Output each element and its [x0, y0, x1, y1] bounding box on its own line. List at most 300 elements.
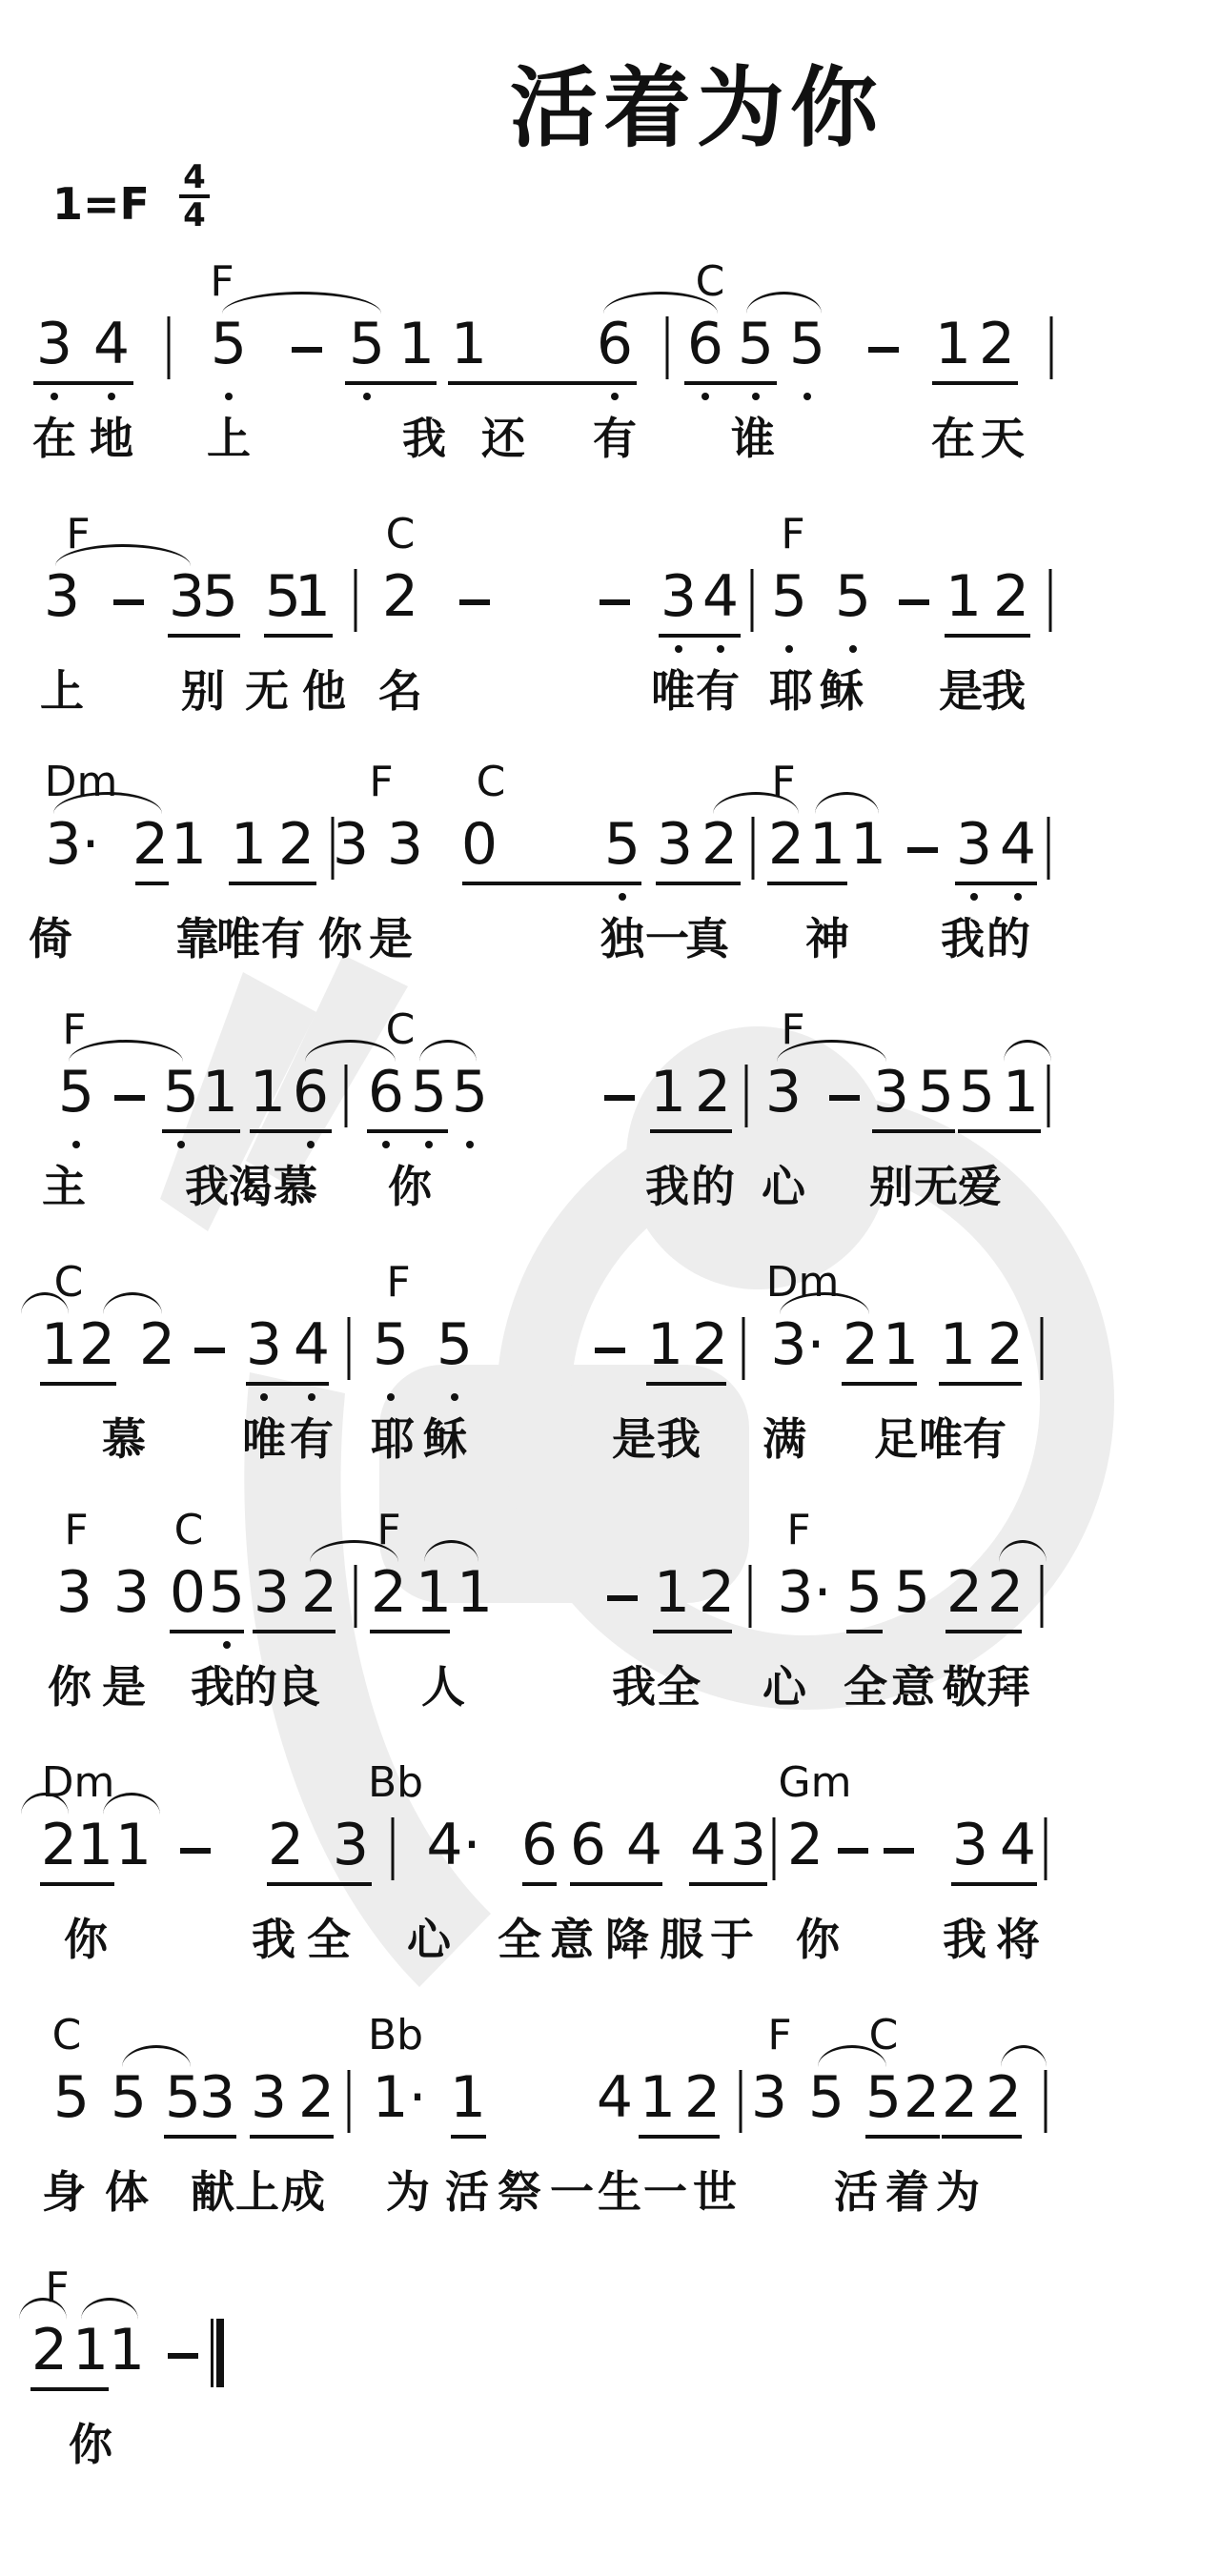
lyric-syllable: 着	[885, 2166, 929, 2218]
beam-underline	[958, 1129, 1041, 1133]
note: 2	[138, 1311, 176, 1378]
note: 2	[985, 2064, 1023, 2131]
note: 2	[297, 2064, 336, 2131]
note: 6	[292, 1059, 330, 1126]
duration-dash	[604, 1095, 635, 1101]
chord-label: C	[385, 510, 416, 558]
lyric-syllable: 爱	[958, 1161, 1002, 1212]
final-barline	[211, 2319, 224, 2387]
note: 1	[450, 311, 488, 377]
note: 5	[164, 2064, 202, 2131]
note: 6	[569, 1812, 607, 1878]
note: 3	[332, 1812, 370, 1878]
octave-dot	[970, 893, 978, 901]
beam-underline	[135, 882, 169, 885]
chord-label: Dm	[41, 1758, 115, 1807]
barline	[1050, 316, 1053, 379]
octave-dot	[225, 393, 233, 400]
beam-underline	[684, 381, 777, 385]
duration-dash	[868, 347, 899, 353]
lyric-syllable: 是	[939, 665, 983, 717]
lyric-syllable: 一	[645, 913, 689, 964]
note: 1	[415, 1559, 453, 1626]
lyric-syllable: 我	[402, 413, 446, 464]
beam-underline	[650, 1129, 732, 1133]
score-line	[0, 2011, 1220, 2263]
note: 3	[386, 811, 424, 878]
lyric-syllable: 有	[290, 1413, 334, 1465]
lyric-syllable: 是	[369, 913, 413, 964]
chord-label: F	[386, 1258, 411, 1307]
duration-dash	[829, 1095, 860, 1101]
duration-dash	[884, 1848, 914, 1854]
beam-underline	[767, 882, 847, 885]
note: 2	[992, 563, 1030, 630]
beam-underline	[264, 634, 333, 638]
lyric-syllable: 唯	[216, 913, 260, 964]
note: 5	[52, 2064, 91, 2131]
note: 2	[300, 1559, 338, 1626]
octave-dot	[752, 393, 760, 400]
lyric-syllable: 足	[874, 1413, 918, 1465]
note: 1	[76, 1812, 114, 1878]
octave-dot	[223, 1641, 231, 1649]
note: 5	[834, 563, 872, 630]
lyric-syllable: 心	[762, 1161, 805, 1212]
chord-label: Bb	[367, 1758, 424, 1807]
lyric-syllable: 人	[421, 1661, 465, 1713]
barline	[1041, 1317, 1044, 1380]
lyric-syllable: 活	[445, 2166, 489, 2218]
lyric-syllable: 为	[936, 2166, 980, 2218]
duration-dash	[907, 847, 938, 853]
note: 2	[132, 811, 170, 878]
barline	[355, 1565, 357, 1628]
beam-underline	[164, 2135, 236, 2139]
note: 2	[683, 2064, 722, 2131]
note: 1	[653, 1559, 691, 1626]
note: 3	[250, 2064, 288, 2131]
lyric-syllable: 我	[982, 665, 1026, 717]
beam-underline	[939, 1382, 1022, 1386]
note: 3	[198, 2064, 236, 2131]
note: 3	[656, 811, 694, 878]
note: 4·	[426, 1812, 481, 1878]
lyric-syllable: 我	[612, 1661, 656, 1713]
duration-dash	[838, 1848, 868, 1854]
beam-underline	[942, 2135, 1022, 2139]
note: 6	[596, 311, 634, 377]
chord-label: F	[376, 1506, 401, 1554]
lyric-syllable: 你	[796, 1914, 840, 1965]
beam-underline	[448, 381, 637, 385]
lyric-syllable: 世	[693, 2166, 737, 2218]
octave-dot	[619, 893, 626, 901]
chord-label: Bb	[367, 2011, 424, 2059]
octave-dot	[611, 393, 619, 400]
note: 1	[939, 1311, 977, 1378]
beam-underline	[955, 882, 1037, 885]
note: 1	[170, 811, 208, 878]
beam-underline	[522, 1882, 557, 1886]
beam-underline	[570, 1882, 662, 1886]
note: 1	[201, 1059, 239, 1126]
note: 1	[397, 311, 436, 377]
lyric-syllable: 我	[191, 1661, 234, 1713]
lyric-syllable: 的	[986, 913, 1030, 964]
duration-dash	[180, 1848, 211, 1854]
duration-dash	[114, 1095, 145, 1101]
note: 5	[807, 2064, 845, 2131]
octave-dot	[363, 393, 371, 400]
barline	[1045, 2070, 1047, 2133]
octave-dot	[675, 645, 682, 653]
octave-dot	[466, 1141, 474, 1148]
note: 5	[110, 2064, 148, 2131]
octave-dot	[702, 393, 709, 400]
meter-numerator: 4	[179, 162, 210, 198]
note: 4	[92, 311, 131, 377]
note: 3	[951, 1812, 989, 1878]
duration-dash	[194, 1348, 225, 1353]
beam-underline	[865, 2135, 940, 2139]
chord-label: F	[767, 2011, 792, 2059]
lyric-syllable: 活	[834, 2166, 878, 2218]
octave-dot	[849, 645, 857, 653]
note: 1	[639, 2064, 677, 2131]
beam-underline	[946, 1630, 1022, 1633]
octave-dot	[307, 1141, 315, 1148]
lyric-syllable: 良	[276, 1661, 320, 1713]
note: 1	[294, 563, 332, 630]
beam-underline	[170, 1630, 244, 1633]
barline	[751, 569, 754, 632]
lyric-syllable: 身	[42, 2166, 86, 2218]
duration-dash	[113, 599, 144, 605]
lyric-syllable: 上	[235, 2166, 279, 2218]
lyric-syllable: 无	[245, 665, 289, 717]
chord-label: F	[771, 758, 796, 806]
note: 3	[168, 563, 206, 630]
note: 2	[381, 563, 419, 630]
note: 2	[786, 1812, 824, 1878]
note: 3	[332, 811, 370, 878]
barline	[1049, 569, 1052, 632]
chord-label: F	[64, 1506, 89, 1554]
lyric-syllable: 我	[941, 913, 985, 964]
chord-label: F	[66, 510, 91, 558]
note: 1	[945, 563, 983, 630]
lyric-syllable: 别	[869, 1161, 913, 1212]
note: 3	[955, 811, 993, 878]
note: 2	[267, 1812, 305, 1878]
octave-dot	[1014, 893, 1022, 901]
score-line	[0, 257, 1220, 510]
chord-label: C	[476, 758, 506, 806]
note: 5	[864, 2064, 903, 2131]
lyric-syllable: 降	[605, 1914, 649, 1965]
chord-label: F	[369, 758, 394, 806]
octave-dot	[177, 1141, 185, 1148]
note: 4	[999, 811, 1037, 878]
chord-label: C	[51, 2011, 82, 2059]
octave-dot	[425, 1141, 433, 1148]
lyric-syllable: 全	[498, 1914, 541, 1965]
lyric-syllable: 唯	[242, 1413, 286, 1465]
beam-underline	[842, 1382, 917, 1386]
lyric-syllable: 你	[318, 913, 362, 964]
note: 2	[903, 2064, 941, 2131]
lyric-syllable: 意	[891, 1661, 935, 1713]
barline	[1041, 1565, 1044, 1628]
lyric-syllable: 主	[42, 1161, 86, 1212]
note: 3	[660, 563, 698, 630]
lyric-syllable: 意	[550, 1914, 594, 1965]
lyric-syllable: 于	[710, 1914, 754, 1965]
lyric-syllable: 地	[90, 413, 133, 464]
note: 4	[689, 1812, 727, 1878]
duration-dash	[595, 1348, 625, 1353]
note: 4	[999, 1812, 1037, 1878]
lyric-syllable: 还	[481, 413, 525, 464]
lyric-syllable: 敬	[943, 1661, 986, 1713]
lyric-syllable: 稣	[423, 1413, 467, 1465]
note: 1	[249, 1059, 287, 1126]
octave-dot	[387, 1393, 395, 1401]
barline	[1045, 1817, 1047, 1880]
barline	[392, 1817, 395, 1880]
score-line	[0, 2263, 1220, 2516]
beam-underline	[367, 1129, 448, 1133]
lyric-syllable: 有	[696, 665, 740, 717]
barline	[752, 817, 755, 880]
note: 3	[872, 1059, 910, 1126]
note: 5	[451, 1059, 489, 1126]
score-line	[0, 758, 1220, 1010]
rest-note: 0	[169, 1559, 207, 1626]
score-line	[0, 1758, 1220, 2011]
score-line	[0, 1005, 1220, 1258]
lyric-syllable: 一	[550, 2166, 594, 2218]
rest-note: 0	[460, 811, 498, 878]
barline	[666, 316, 669, 379]
lyric-syllable: 别	[181, 665, 225, 717]
lyric-syllable: 在	[931, 413, 975, 464]
lyric-syllable: 上	[40, 665, 84, 717]
note: 4	[293, 1311, 331, 1378]
lyric-syllable: 靠	[175, 913, 219, 964]
chord-label: Dm	[765, 1258, 840, 1307]
beam-underline	[370, 1630, 450, 1633]
note: 5	[162, 1059, 200, 1126]
note: 4	[596, 2064, 634, 2131]
lyric-syllable: 你	[388, 1161, 432, 1212]
lyric-syllable: 满	[762, 1413, 806, 1465]
lyric-syllable: 在	[32, 413, 76, 464]
note: 2	[701, 811, 739, 878]
duration-dash	[168, 2353, 198, 2359]
note: 1	[808, 811, 846, 878]
lyric-syllable: 我	[943, 1914, 986, 1965]
beam-underline	[250, 1129, 332, 1133]
note: 1	[849, 811, 887, 878]
note: 5	[845, 1559, 884, 1626]
lyric-syllable: 为	[386, 2166, 430, 2218]
chord-label: C	[868, 2011, 899, 2059]
octave-dot	[260, 1393, 268, 1401]
octave-dot	[382, 1141, 390, 1148]
lyric-syllable: 祭	[498, 2166, 541, 2218]
lyric-syllable: 生	[598, 2166, 641, 2218]
note: 5	[893, 1559, 931, 1626]
barline	[740, 2070, 742, 2133]
lyric-syllable: 谁	[731, 413, 775, 464]
lyric-syllable: 你	[48, 1661, 92, 1713]
lyric-syllable: 无	[914, 1161, 958, 1212]
beam-underline	[462, 882, 641, 885]
lyric-syllable: 心	[407, 1914, 451, 1965]
chord-label: F	[786, 1506, 811, 1554]
barline	[355, 569, 357, 632]
note: 2	[694, 1059, 732, 1126]
octave-dot	[308, 1393, 315, 1401]
note: 5	[57, 1059, 95, 1126]
lyric-syllable: 心	[762, 1661, 806, 1713]
lyric-syllable: 唯	[919, 1413, 963, 1465]
duration-dash	[459, 599, 490, 605]
lyric-syllable: 倚	[29, 913, 72, 964]
note: 5	[264, 563, 302, 630]
note: 5	[210, 311, 248, 377]
note: 2	[78, 1311, 116, 1378]
note: 2	[40, 1812, 78, 1878]
note: 5	[348, 311, 386, 377]
chord-label: Gm	[778, 1758, 852, 1807]
chord-label: F	[781, 1005, 805, 1054]
lyric-syllable: 有	[963, 1413, 1006, 1465]
note: 3	[245, 1311, 283, 1378]
note: 2	[30, 2317, 69, 2383]
note: 1	[230, 811, 268, 878]
note: 2	[946, 1559, 984, 1626]
beam-underline	[33, 381, 133, 385]
beam-underline	[653, 1630, 732, 1633]
beam-underline	[168, 634, 240, 638]
lyric-syllable: 有	[593, 413, 637, 464]
duration-dash	[899, 599, 929, 605]
note: 3	[35, 311, 73, 377]
note: 5	[208, 1559, 246, 1626]
chord-label: Dm	[44, 758, 118, 806]
note: 5	[201, 563, 239, 630]
barline	[742, 1317, 745, 1380]
barline	[749, 1565, 752, 1628]
octave-dot	[72, 1141, 80, 1148]
chord-label: F	[45, 2263, 70, 2312]
lyric-syllable: 天	[981, 413, 1025, 464]
lyric-syllable: 唯	[651, 665, 695, 717]
beam-underline	[932, 381, 1018, 385]
barline	[1047, 1065, 1050, 1127]
lyric-syllable: 真	[685, 913, 729, 964]
note: 3·	[777, 1559, 832, 1626]
lyric-syllable: 全	[657, 1661, 701, 1713]
beam-underline	[40, 1382, 116, 1386]
note: 6	[686, 311, 724, 377]
beam-underline	[246, 1382, 329, 1386]
lyric-syllable: 的	[234, 1661, 277, 1713]
beam-underline	[229, 882, 316, 885]
chord-label: F	[781, 510, 805, 558]
lyric-syllable: 一	[643, 2166, 687, 2218]
lyric-syllable: 是	[612, 1413, 656, 1465]
octave-dot	[108, 393, 115, 400]
duration-dash	[292, 347, 322, 353]
barline	[348, 2070, 351, 2133]
lyric-syllable: 稣	[820, 665, 864, 717]
lyric-syllable: 将	[996, 1914, 1040, 1965]
lyric-syllable: 是	[102, 1661, 146, 1713]
note: 5	[410, 1059, 448, 1126]
note: 3	[253, 1559, 291, 1626]
note: 1	[71, 2317, 110, 2383]
note: 3	[43, 563, 81, 630]
beam-underline	[267, 1882, 372, 1886]
lyric-syllable: 服	[660, 1914, 703, 1965]
note: 1	[649, 1059, 687, 1126]
octave-dot	[785, 645, 793, 653]
lyric-syllable: 神	[805, 913, 849, 964]
note: 6	[367, 1059, 405, 1126]
barline	[168, 316, 171, 379]
note: 2	[691, 1311, 729, 1378]
lyric-syllable: 的	[691, 1161, 735, 1212]
note: 2	[986, 1559, 1025, 1626]
lyric-syllable: 上	[207, 413, 251, 464]
lyric-syllable: 慕	[274, 1161, 317, 1212]
chord-label: C	[173, 1506, 204, 1554]
note: 2	[842, 1311, 880, 1378]
beam-underline	[872, 1129, 955, 1133]
duration-dash	[600, 599, 630, 605]
lyric-syllable: 独	[600, 913, 644, 964]
octave-dot	[803, 393, 811, 400]
note: 5	[436, 1311, 474, 1378]
note: 1	[882, 1311, 920, 1378]
barline	[773, 1817, 776, 1880]
score-line	[0, 510, 1220, 762]
barline	[1047, 817, 1050, 880]
note: 2	[370, 1559, 408, 1626]
octave-dot	[717, 645, 724, 653]
octave-dot	[451, 1393, 458, 1401]
lyric-syllable: 他	[302, 665, 346, 717]
beam-underline	[846, 1630, 883, 1633]
beam-underline	[639, 2135, 720, 2139]
note: 5	[603, 811, 641, 878]
lyric-syllable: 全	[844, 1661, 887, 1713]
beam-underline	[253, 1630, 336, 1633]
note: 3·	[45, 811, 100, 878]
beam-underline	[659, 634, 741, 638]
lyric-syllable: 我	[645, 1161, 689, 1212]
beam-underline	[689, 1882, 767, 1886]
score-line	[0, 1506, 1220, 1758]
note: 4	[702, 563, 740, 630]
lyric-syllable: 名	[378, 665, 422, 717]
lyric-syllable: 耶	[371, 1413, 415, 1465]
lyric-syllable: 我	[185, 1161, 229, 1212]
